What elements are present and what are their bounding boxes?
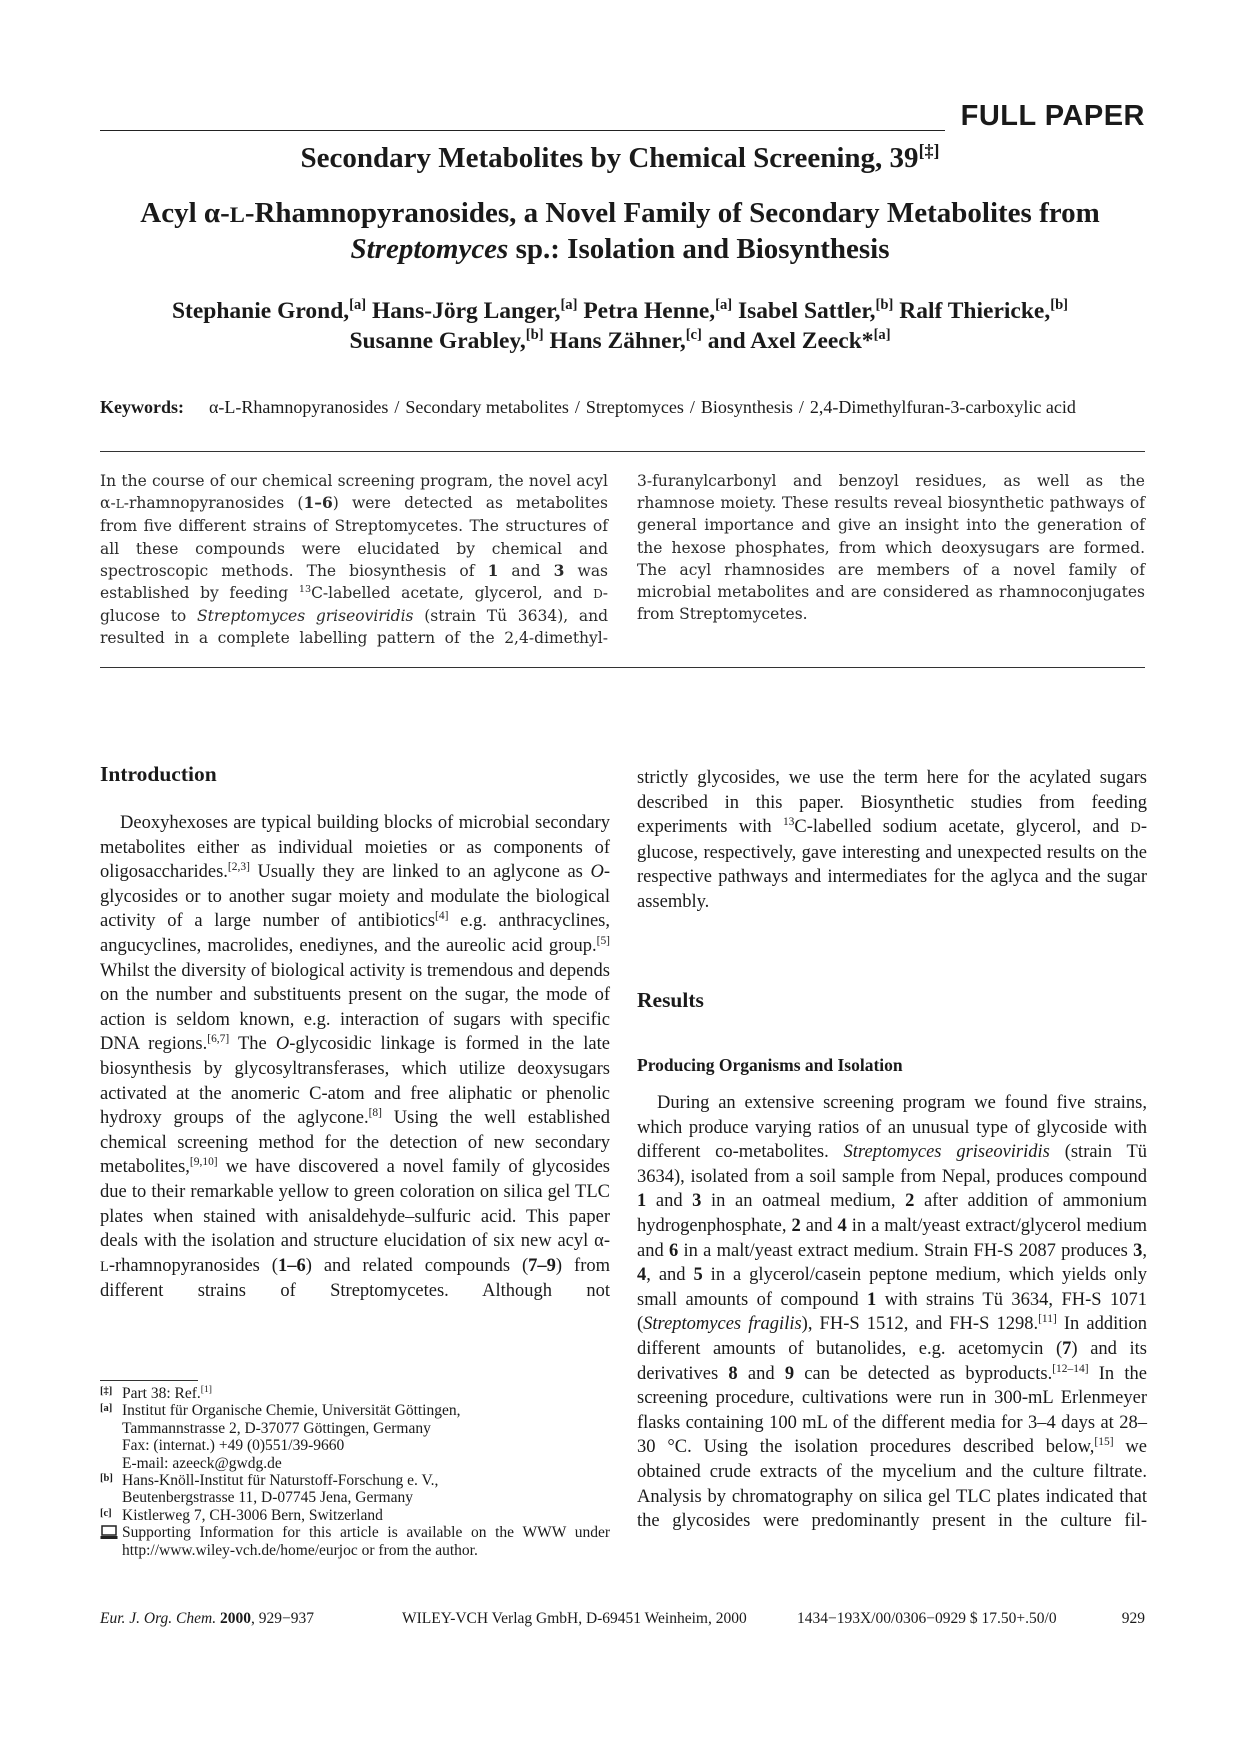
- author: Stephanie Grond,[a]: [171, 297, 367, 324]
- keyword: α-L-Rhamnopyranosides: [209, 397, 389, 417]
- abstract-column-2: 3-furanylcarbonyl and benzoyl residues, as well as the rhamnose moiety. These results reveal biosynthetic pathways of general importance and give an insight into the generation of the hexose phosphates, from which deoxysugars are formed. The acyl rhamnosides are members of a novel family of microbial metabolites and are considered as rhamnoconjugates from Streptomycetes.: [637, 472, 1145, 624]
- series-title-text: Secondary Metabolites by Chemical Screening, 39: [300, 142, 919, 174]
- keywords-list: α-L-Rhamnopyranosides / Secondary metabolites / Streptomyces / Biosynthesis / 2,4-Dimethylfuran-3-carboxylic acid: [209, 397, 1076, 417]
- abstract-column-1: In the course of our chemical screening program, the novel acyl α-L-rhamnopyranosides (1–6) were detected as metabolites from five different strains of Streptomycetes. The structures of all these compounds were elucidated by chemical and spectroscopic methods. The biosynthesis of 1 and 3 was established by feeding $^{13}$C-labelled acetate, glycerol, and D-glucose to Streptomyces griseoviridis (strain Tü 3634), and resulted in a complete labelling pattern of the 2,4-dimethyl-: [100, 472, 609, 648]
- introduction-body: [100, 811, 610, 1304]
- author: Susanne Grabley,[b]: [349, 327, 544, 354]
- footnote-rule: [100, 1380, 198, 1381]
- publisher: WILEY-VCH Verlag GmbH, D-69451 Weinheim, 2000: [402, 1610, 747, 1627]
- author: Hans-Jörg Langer,[a]: [372, 297, 578, 324]
- footnote-affiliation-b: [b] Hans-Knöll-Institut für Naturstoff-Forschung e. V., Beutenbergstrasse 11, D-07745 Jena, Germany: [100, 1472, 439, 1507]
- keyword: 2,4-Dimethylfuran-3-carboxylic acid: [809, 397, 1076, 417]
- author-list: [100, 296, 1140, 356]
- abstract-bottom-rule: [100, 667, 1145, 668]
- footnote: [‡] Part 38: Ref.[1]: [100, 1383, 212, 1402]
- section-label: FULL PAPER: [960, 100, 1145, 132]
- author: Ralf Thiericke,[b]: [899, 297, 1069, 324]
- results-body: [637, 1091, 1147, 1534]
- series-title: [0, 142, 1240, 175]
- section-heading-introduction: Introduction: [100, 762, 217, 786]
- abstract-top-rule: [100, 451, 1145, 452]
- introduction-continued: [637, 766, 1147, 915]
- page-number: 929: [1121, 1610, 1145, 1627]
- header-rule: [100, 130, 945, 131]
- footnote-affiliation-a: [a] Institut für Organische Chemie, Universität Göttingen, Tammannstrasse 2, D-37077 Göttingen, Germany Fax: (internat.) +49 (0)551/39-9660 E-mail: azeeck@gwdg.de: [100, 1402, 461, 1472]
- computer-icon: [100, 1525, 118, 1540]
- footnote-supporting-info: Supporting Information for this article is available on the WWW under http://www.wiley-vch.de/home/eurjoc or from the author.: [100, 1524, 610, 1559]
- footnotes: [100, 1385, 610, 1559]
- keywords-label: Keywords:: [100, 397, 184, 417]
- keyword: Streptomyces: [585, 397, 684, 417]
- author: Isabel Sattler,[b]: [738, 297, 894, 324]
- article-title: Acyl α-L-Rhamnopyranosides, a Novel Family of Secondary Metabolites from Streptomyces sp.: Isolation and Biosynthesis: [140, 197, 1100, 265]
- paragraph: strictly glycosides, we use the term here for the acylated sugars described in this paper. Biosynthetic studies from feeding experiments with $^{13}$C-labelled sodium acetate, glycerol, and D-glucose, respectively, gave interesting and unexpected results on the respective pathways and intermediates for the aglyca and the sugar assembly.: [637, 768, 1147, 912]
- paragraph: Deoxyhexoses are typical building blocks of microbial secondary metabolites either as individual moieties or as components of oligosaccharides.[2,3] Usually they are linked to an aglycone as O-glycosides or to another sugar moiety and modulate the biological activity of a large number of antibiotics[4] e.g. anthracyclines, angucyclines, macrolides, enediynes, and the aureolic acid group.[5] Whilst the diversity of biological activity is tremendous and depends on the number and substituents present on the sugar, the mode of action is seldom known, e.g. interaction of sugars with specific DNA regions.[6,7] The O-glycosidic linkage is formed in the late biosynthesis by glycosyltransferases, which utilize deoxysugars activated at the anomeric C-atom and free aliphatic or phenolic hydroxy groups of the aglycone.[8] Using the well established chemical screening method for the detection of new secondary metabolites,[9,10] we have discovered a novel family of glycosides due to their remarkable yellow to green coloration on silica gel TLC plates when stained with anisaldehyde–sulfuric acid. This paper deals with the isolation and structure elucidation of six new acyl α-L-rhamnopyranosides (1–6) and related compounds (7–9) from different strains of Streptomycetes. Although not: [100, 813, 611, 1302]
- author: Petra Henne,[a]: [583, 297, 733, 324]
- author: Hans Zähner,[c]: [549, 327, 702, 354]
- journal-citation: Eur. J. Org. Chem. 2000, 929−937: [100, 1610, 314, 1627]
- issn: 1434−193X/00/0306−0929 $ 17.50+.50/0: [797, 1610, 1057, 1627]
- paragraph: During an extensive screening program we found five strains, which produce varying ratios of an unusual type of glycoside with different co-metabolites. Streptomyces griseoviridis (strain Tü 3634), isolated from a soil sample from Nepal, produces compound 1 and 3 in an oatmeal medium, 2 after addition of ammonium hydrogenphosphate, 2 and 4 in a malt/yeast extract/glycerol medium and 6 in a malt/yeast extract medium. Strain FH-S 2087 produces 3, 4, and 5 in a glycerol/casein peptone medium, which yields only small amounts of compound 1 with strains Tü 3634, FH-S 1071 (Streptomyces fragilis), FH-S 1512, and FH-S 1298.[11] In addition different amounts of butanolides, e.g. acetomycin (7) and its derivatives 8 and 9 can be detected as byproducts.[12–14] In the screening procedure, cultivations were run in 300-mL Erlenmeyer flasks containing 100 mL of the different media for 3–4 days at 28–30 °C. Using the isolation procedures described below,[15] we obtained crude extracts of the mycelium and the culture filtrate. Analysis by chromatography on silica gel TLC plates indicated that the glycosides were predominantly present in the culture fil-: [637, 1093, 1147, 1532]
- subsection-heading: Producing Organisms and Isolation: [637, 1055, 903, 1075]
- series-note: [‡]: [918, 140, 940, 161]
- section-heading-results: Results: [637, 988, 704, 1012]
- footnote-affiliation-c: [c] Kistlerweg 7, CH-3006 Bern, Switzerland: [100, 1506, 383, 1524]
- keyword: Biosynthesis: [700, 397, 793, 417]
- keyword: Secondary metabolites: [405, 397, 569, 417]
- author: and Axel Zeeck*[a]: [707, 327, 891, 354]
